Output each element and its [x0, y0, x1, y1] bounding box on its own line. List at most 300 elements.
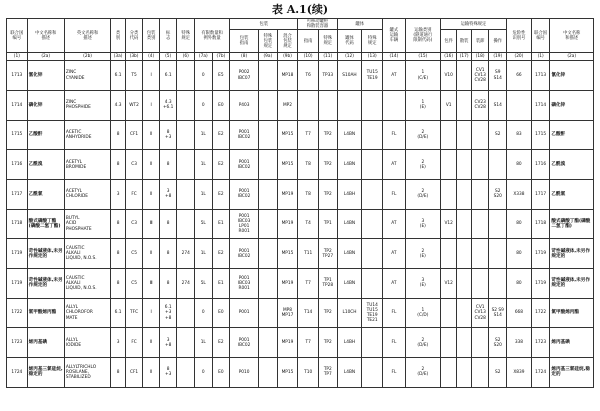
cell-limited-qty: 0 — [195, 90, 213, 120]
cell-class-code: T5 — [125, 61, 143, 91]
cell-label: 8 +3 — [159, 358, 177, 388]
cell-name-cn: 苛性碱液体,未另作规定的 — [27, 239, 64, 269]
cell-ts-operation — [489, 209, 507, 239]
table-row — [7, 298, 594, 328]
hdr-packing-group: 包装 类别 — [143, 19, 160, 53]
cell-hazard-id: 338 — [507, 328, 532, 358]
cell-ts-loading: CV1 CV13 CV28 — [471, 298, 489, 328]
cell-limited-qty: 1L — [195, 239, 213, 269]
cell-ts-operation — [489, 150, 507, 180]
cell-name-cn-2: 乙酰溴 — [550, 150, 594, 180]
cell-vehicle: AT — [383, 209, 406, 239]
cell-special-pack — [259, 328, 278, 358]
cell-tank-code: L4BH — [337, 328, 362, 358]
cell-ts-bulk — [457, 61, 471, 91]
cell-un-no: 1719 — [7, 269, 28, 299]
cell-ts-packages — [440, 328, 457, 358]
table-row — [7, 90, 594, 120]
cell-mixed-pack: MP19 — [277, 269, 298, 299]
cell-packing-group: Ⅲ — [143, 209, 160, 239]
cell-special — [177, 328, 195, 358]
cell-class: 4.3 — [111, 90, 125, 120]
hdr-ts-operation: 操作 — [489, 30, 507, 53]
hdr-tank-code: 罐体 代码 — [337, 30, 362, 53]
cell-label: 4.3 +6.1 — [159, 90, 177, 120]
cell-mixed-pack: MP18 — [277, 61, 298, 91]
cell-class: 3 — [111, 179, 125, 209]
cell-tank-code: L4BN — [337, 209, 362, 239]
cell-class-code: CF1 — [125, 358, 143, 388]
col-number: (17) — [457, 53, 471, 61]
cell-ts-packages — [440, 179, 457, 209]
hdr-special: 特殊 规定 — [177, 19, 195, 53]
cell-class: 8 — [111, 209, 125, 239]
cell-ts-packages — [440, 150, 457, 180]
cell-hazard-id: 80 — [507, 209, 532, 239]
cell-name-cn: 酸式磷酸丁酯(磷酸二氢丁酯) — [27, 209, 64, 239]
cell-special-pack — [259, 358, 278, 388]
cell-ts-loading — [471, 239, 489, 269]
cell-ts-bulk — [457, 120, 471, 150]
cell-class-code: TFC — [125, 298, 143, 328]
hdr-limited-qty: 有限数量和 例外数量 — [195, 19, 230, 53]
cell-ts-packages — [440, 298, 457, 328]
cell-vehicle: AT — [383, 61, 406, 91]
cell-name-en: ALLYL IODIDE — [64, 328, 110, 358]
col-number: (19) — [489, 53, 507, 61]
cell-packing-instr: P001 IBC02 — [230, 120, 259, 150]
cell-name-en: ACETYL CHLORIDE — [64, 179, 110, 209]
col-number: (4) — [143, 53, 160, 61]
cell-tank-code: L10CH — [337, 298, 362, 328]
col-number: (15) — [405, 53, 440, 61]
hdr-tank-instr: 指南 — [298, 30, 319, 53]
cell-name-en: BUTYL ACID PHOSPHATE — [64, 209, 110, 239]
cell-hazard-id: 66 — [507, 61, 532, 91]
cell-class: 8 — [111, 269, 125, 299]
cell-tank-code: L4BH — [337, 179, 362, 209]
cell-mixed-pack: MP2 — [277, 90, 298, 120]
col-number: (8) — [230, 53, 259, 61]
cell-tank-special-2 — [362, 179, 383, 209]
cell-tank-special-2 — [362, 239, 383, 269]
hdr-transport-cat: 运输类别 (隧道通行 限制代码) — [405, 19, 440, 53]
cell-label: 8 — [159, 239, 177, 269]
cell-ts-loading — [471, 209, 489, 239]
cell-excepted-qty: E2 — [212, 120, 230, 150]
table-row — [7, 328, 594, 358]
cell-mixed-pack: MP15 — [277, 358, 298, 388]
cell-label: 8 — [159, 150, 177, 180]
col-number: (7a) — [195, 53, 213, 61]
cell-ts-bulk — [457, 90, 471, 120]
cell-hazard-id: 80 — [507, 239, 532, 269]
cell-packing-group: Ⅰ — [143, 298, 160, 328]
cell-tank-instr: T14 — [298, 298, 319, 328]
col-number: (6) — [177, 53, 195, 61]
cell-class-code: CF1 — [125, 120, 143, 150]
cell-ts-packages — [440, 358, 457, 388]
cell-label: 8 +3 — [159, 120, 177, 150]
cell-transport-cat: 1 (E) — [405, 90, 440, 120]
cell-special: 274 — [177, 269, 195, 299]
cell-mixed-pack: MP15 — [277, 150, 298, 180]
cell-packing-instr: P001 IBC02 — [230, 239, 259, 269]
col-number: (3a) — [111, 53, 125, 61]
cell-name-cn-2: 酸式磷酸丁酯(磷酸二氢丁酯) — [550, 209, 594, 239]
cell-un-no: 1713 — [7, 61, 28, 91]
cell-limited-qty: 0 — [195, 61, 213, 91]
cell-ts-packages: V12 — [440, 209, 457, 239]
cell-excepted-qty: E1 — [212, 269, 230, 299]
cell-ts-operation: S2 — [489, 358, 507, 388]
cell-name-cn: 苛性碱液体,未另作规定的 — [27, 269, 64, 299]
cell-excepted-qty: E0 — [212, 358, 230, 388]
col-number: (20) — [507, 53, 532, 61]
cell-mixed-pack: MP19 — [277, 179, 298, 209]
table-row — [7, 120, 594, 150]
hdr-name-cn-2: 中文名称 和描述 — [550, 19, 594, 53]
cell-ts-packages: V10 — [440, 61, 457, 91]
cell-special-pack — [259, 209, 278, 239]
col-number: (14) — [383, 53, 406, 61]
table-row — [7, 61, 594, 91]
cell-un-no-2: 1723 — [531, 328, 550, 358]
cell-label: 3 +8 — [159, 179, 177, 209]
cell-name-cn-2: 乙酸酐 — [550, 120, 594, 150]
cell-tank-special-2 — [362, 90, 383, 120]
cell-name-cn: 烯丙基三氯硅烷,稳定的 — [27, 358, 64, 388]
cell-tank-special-2 — [362, 328, 383, 358]
hdr-tank-special: 特殊 规定 — [318, 30, 337, 53]
cell-tank-special: TP2 — [318, 120, 337, 150]
cell-un-no-2: 1713 — [531, 61, 550, 91]
cell-name-en: ALLYL CHLOROFOR MATE — [64, 298, 110, 328]
cell-name-en: CAUSTIC ALKALI LIQUID, N.O.S. — [64, 269, 110, 299]
hdr-ts-bulk: 散装 — [457, 30, 471, 53]
cell-packing-instr: P001 IBC02 — [230, 179, 259, 209]
cell-ts-bulk — [457, 150, 471, 180]
cell-name-cn-2: 苛性碱液体,未另作规定的 — [550, 239, 594, 269]
cell-tank-special-2 — [362, 358, 383, 388]
col-number: (18) — [471, 53, 489, 61]
cell-hazard-id: 668 — [507, 298, 532, 328]
hdr-un-no: 联合国 编号 — [7, 19, 28, 53]
cell-excepted-qty: E2 — [212, 328, 230, 358]
cell-name-en: ZINC PHOSPHIDE — [64, 90, 110, 120]
cell-class-code: C3 — [125, 150, 143, 180]
cell-un-no: 1723 — [7, 328, 28, 358]
cell-tank-special: TP2 — [318, 298, 337, 328]
cell-ts-operation: S2 S20 — [489, 179, 507, 209]
cell-tank-code — [337, 90, 362, 120]
cell-ts-bulk — [457, 209, 471, 239]
cell-packing-group: Ⅱ — [143, 239, 160, 269]
cell-tank-instr: T10 — [298, 358, 319, 388]
cell-tank-special-2 — [362, 120, 383, 150]
cell-transport-cat: 2 (D/E) — [405, 358, 440, 388]
cell-un-no: 1719 — [7, 239, 28, 269]
cell-transport-cat: 2 (D/E) — [405, 120, 440, 150]
cell-ts-bulk — [457, 358, 471, 388]
cell-tank-special: TP2 — [318, 179, 337, 209]
cell-hazard-id: 83 — [507, 120, 532, 150]
cell-class: 6.1 — [111, 298, 125, 328]
cell-name-cn-2: 氯甲酸烯丙酯 — [550, 298, 594, 328]
cell-un-no: 1724 — [7, 358, 28, 388]
cell-vehicle: FL — [383, 298, 406, 328]
cell-name-en: ALLYLTRICHLO ROSILANE, STABILIZED — [64, 358, 110, 388]
cell-transport-cat: 3 (E) — [405, 269, 440, 299]
cell-tank-special: TP1 — [318, 209, 337, 239]
cell-vehicle — [383, 90, 406, 120]
cell-limited-qty: 0 — [195, 358, 213, 388]
cell-tank-special — [318, 90, 337, 120]
cell-un-no-2: 1724 — [531, 358, 550, 388]
cell-excepted-qty: E0 — [212, 298, 230, 328]
cell-special — [177, 150, 195, 180]
cell-special: 274 — [177, 239, 195, 269]
cell-transport-cat: 2 (D/E) — [405, 179, 440, 209]
cell-special-pack — [259, 150, 278, 180]
cell-packing-group: Ⅲ — [143, 269, 160, 299]
col-number: (7b) — [212, 53, 230, 61]
cell-transport-cat: 1 (C/E) — [405, 61, 440, 91]
cell-ts-loading — [471, 150, 489, 180]
cell-tank-instr: T4 — [298, 209, 319, 239]
dangerous-goods-table — [6, 18, 594, 388]
cell-class: 8 — [111, 120, 125, 150]
col-number: (9a) — [259, 53, 278, 61]
cell-un-no-2: 1719 — [531, 269, 550, 299]
cell-vehicle: FL — [383, 120, 406, 150]
cell-packing-group: Ⅱ — [143, 358, 160, 388]
cell-tank-instr — [298, 90, 319, 120]
cell-ts-packages — [440, 239, 457, 269]
cell-ts-packages: V12 — [440, 269, 457, 299]
cell-tank-special: TP2 TP27 — [318, 239, 337, 269]
hdr-un-no-2: 联合国 编号 — [531, 19, 550, 53]
cell-un-no: 1718 — [7, 209, 28, 239]
cell-ts-loading — [471, 358, 489, 388]
cell-mixed-pack: MP19 — [277, 328, 298, 358]
cell-packing-group: Ⅰ — [143, 61, 160, 91]
cell-name-cn: 烯丙基碘 — [27, 328, 64, 358]
hdr-class: 类 别 — [111, 19, 125, 53]
col-number: (11) — [318, 53, 337, 61]
cell-name-cn: 乙酰溴 — [27, 150, 64, 180]
table-row — [7, 358, 594, 388]
cell-un-no-2: 1719 — [531, 239, 550, 269]
cell-hazard-id: 80 — [507, 150, 532, 180]
cell-class: 6.1 — [111, 61, 125, 91]
cell-packing-instr: P002 IBC07 — [230, 61, 259, 91]
cell-special-pack — [259, 269, 278, 299]
cell-tank-special-2: TU14 TU15 TE19 TE21 — [362, 298, 383, 328]
cell-un-no-2: 1717 — [531, 179, 550, 209]
cell-tank-special: TP33 — [318, 61, 337, 91]
cell-special — [177, 61, 195, 91]
cell-ts-packages — [440, 120, 457, 150]
cell-tank-instr: T7 — [298, 269, 319, 299]
cell-ts-bulk — [457, 239, 471, 269]
hdr-ts-packages: 包件 — [440, 30, 457, 53]
cell-name-cn: 氰化锌 — [27, 61, 64, 91]
cell-vehicle: AT — [383, 239, 406, 269]
col-number: (5) — [159, 53, 177, 61]
cell-tank-code: S10AH — [337, 61, 362, 91]
cell-special — [177, 120, 195, 150]
cell-ts-bulk — [457, 179, 471, 209]
cell-un-no-2: 1715 — [531, 120, 550, 150]
cell-ts-loading — [471, 269, 489, 299]
cell-un-no-2: 1722 — [531, 298, 550, 328]
cell-tank-instr: T8 — [298, 150, 319, 180]
cell-un-no: 1714 — [7, 90, 28, 120]
cell-vehicle: FL — [383, 179, 406, 209]
cell-class: 8 — [111, 150, 125, 180]
cell-ts-loading: CV23 CV28 — [471, 90, 489, 120]
cell-name-cn: 乙酸酐 — [27, 120, 64, 150]
cell-tank-special-2: TU15 TE19 — [362, 61, 383, 91]
cell-tank-special-2 — [362, 209, 383, 239]
col-number: (2b) — [64, 53, 110, 61]
cell-ts-bulk — [457, 328, 471, 358]
cell-packing-group: Ⅰ — [143, 90, 160, 120]
cell-transport-cat: 2 (D/E) — [405, 328, 440, 358]
cell-name-cn-2: 乙酰氯 — [550, 179, 594, 209]
cell-special-pack — [259, 179, 278, 209]
cell-vehicle: AT — [383, 269, 406, 299]
cell-label: 8 — [159, 269, 177, 299]
cell-mixed-pack: MP8 MP17 — [277, 298, 298, 328]
cell-ts-operation: S9 S14 — [489, 61, 507, 91]
cell-class-code: C5 — [125, 269, 143, 299]
cell-special — [177, 90, 195, 120]
cell-class-code: C3 — [125, 209, 143, 239]
cell-hazard-id — [507, 90, 532, 120]
cell-name-cn-2: 氰化锌 — [550, 61, 594, 91]
cell-name-cn: 氯甲酸烯丙酯 — [27, 298, 64, 328]
cell-un-no: 1722 — [7, 298, 28, 328]
cell-hazard-id: X338 — [507, 179, 532, 209]
col-number: (1) — [531, 53, 550, 61]
cell-packing-group: Ⅱ — [143, 150, 160, 180]
cell-class: 8 — [111, 358, 125, 388]
cell-name-cn-2: 磷化锌 — [550, 90, 594, 120]
cell-ts-bulk — [457, 269, 471, 299]
hdr-class-code: 分类 代码 — [125, 19, 143, 53]
cell-packing-instr: P001 IBC03 LP01 R001 — [230, 209, 259, 239]
cell-ts-loading: CV1 CV13 CV28 — [471, 61, 489, 91]
cell-hazard-id: 80 — [507, 269, 532, 299]
cell-excepted-qty: E2 — [212, 179, 230, 209]
cell-mixed-pack: MP15 — [277, 120, 298, 150]
cell-special — [177, 298, 195, 328]
cell-name-en: ACETIC ANHYDRIDE — [64, 120, 110, 150]
hdr-special-pack: 特殊 包装 规定 — [259, 30, 278, 53]
cell-un-no-2: 1716 — [531, 150, 550, 180]
cell-special — [177, 358, 195, 388]
hdr-packing-instr: 包装 指南 — [230, 30, 259, 53]
cell-mixed-pack: MP15 — [277, 239, 298, 269]
cell-ts-operation: S2 S20 — [489, 328, 507, 358]
cell-limited-qty: 1L — [195, 179, 213, 209]
hdr-portable-tank: 可移动罐柜 和散装容器 — [298, 19, 337, 30]
hdr-transport-special: 运输特殊规定 — [440, 19, 506, 30]
cell-name-cn: 磷化锌 — [27, 90, 64, 120]
cell-un-no-2: 1714 — [531, 90, 550, 120]
cell-packing-group: Ⅱ — [143, 120, 160, 150]
cell-name-en: ACETYL BROMIDE — [64, 150, 110, 180]
cell-ts-operation — [489, 269, 507, 299]
cell-limited-qty: 0 — [195, 298, 213, 328]
cell-label: 8 — [159, 209, 177, 239]
cell-packing-group: Ⅱ — [143, 328, 160, 358]
cell-tank-instr: T7 — [298, 328, 319, 358]
cell-un-no: 1715 — [7, 120, 28, 150]
cell-tank-instr: T6 — [298, 61, 319, 91]
cell-tank-code: L4BN — [337, 358, 362, 388]
cell-limited-qty: 5L — [195, 269, 213, 299]
cell-name-en: ZINC CYANIDE — [64, 61, 110, 91]
table-row — [7, 239, 594, 269]
cell-tank-code: L4BN — [337, 269, 362, 299]
cell-tank-instr: T11 — [298, 239, 319, 269]
table-title: 表 A.1(续) — [271, 3, 329, 16]
table-row — [7, 179, 594, 209]
cell-ts-operation — [489, 239, 507, 269]
cell-special-pack — [259, 298, 278, 328]
cell-ts-operation: S2 S9 S14 — [489, 298, 507, 328]
col-number: (9b) — [277, 53, 298, 61]
cell-vehicle: FL — [383, 358, 406, 388]
hdr-name-cn: 中文名称和 描述 — [27, 19, 64, 53]
cell-un-no: 1716 — [7, 150, 28, 180]
cell-transport-cat: 1 (C/D) — [405, 298, 440, 328]
table-row — [7, 150, 594, 180]
cell-hazard-id: X839 — [507, 358, 532, 388]
cell-name-cn: 乙酰氯 — [27, 179, 64, 209]
col-number: (16) — [440, 53, 457, 61]
hdr-hazard-id: 危险性 识别号 — [507, 19, 532, 53]
cell-special-pack — [259, 90, 278, 120]
cell-un-no-2: 1718 — [531, 209, 550, 239]
col-number: (10) — [298, 53, 319, 61]
cell-name-cn-2: 烯丙基碘 — [550, 328, 594, 358]
col-number: (12) — [337, 53, 362, 61]
table-row — [7, 269, 594, 299]
cell-label: 6.1 — [159, 61, 177, 91]
cell-vehicle: FL — [383, 328, 406, 358]
cell-tank-special-2 — [362, 269, 383, 299]
cell-tank-code: L4BN — [337, 120, 362, 150]
cell-special-pack — [259, 239, 278, 269]
cell-class: 8 — [111, 239, 125, 269]
col-number: (13) — [362, 53, 383, 61]
cell-ts-operation: S2 — [489, 120, 507, 150]
cell-tank-special: TP2 TP7 — [318, 358, 337, 388]
cell-transport-cat: 3 (E) — [405, 209, 440, 239]
table-row — [7, 209, 594, 239]
cell-packing-instr: P001 IBC02 — [230, 328, 259, 358]
cell-class: 3 — [111, 328, 125, 358]
col-number: (2a) — [27, 53, 64, 61]
hdr-name-en: 英文名称和 描述 — [64, 19, 110, 53]
cell-tank-instr: T8 — [298, 179, 319, 209]
cell-limited-qty: 5L — [195, 209, 213, 239]
col-number: (1) — [7, 53, 28, 61]
